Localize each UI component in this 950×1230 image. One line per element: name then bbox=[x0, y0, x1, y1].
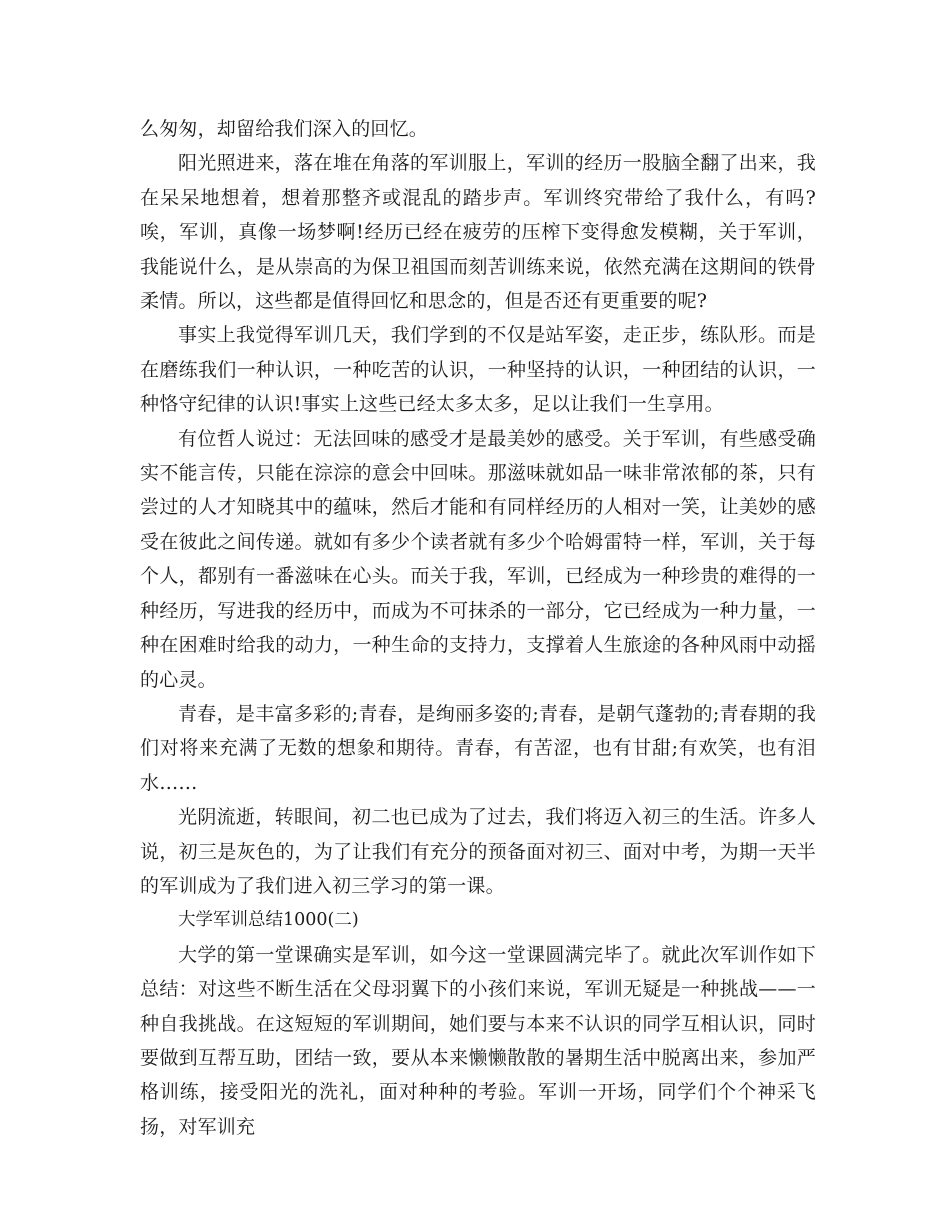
paragraph: 青春，是丰富多彩的;青春，是绚丽多姿的;青春，是朝气蓬勃的;青春期的我们对将来充满了无数的想象和期待。青春，有苦涩，也有甘甜;有欢笑，也有泪水…… bbox=[140, 702, 816, 794]
paragraph: 事实上我觉得军训几天，我们学到的不仅是站军姿，走正步，练队形。而是在磨练我们一种认识，一种吃苦的认识，一种坚持的认识，一种团结的认识，一种恪守纪律的认识!事实上这些已经太多太多，足以让我们一生享用。 bbox=[140, 324, 816, 416]
paragraph: 阳光照进来，落在堆在角落的军训服上，军训的经历一股脑全翻了出来，我在呆呆地想着，想着那整齐或混乱的踏步声。军训终究带给了我什么，有吗?唉，军训，真像一场梦啊!经历已经在疲劳的压榨下变得愈发模糊，关于军训，我能说什么，是从崇高的为保卫祖国而刻苦训练来说，依然充满在这期间的铁骨柔情。所以，这些都是值得回忆和思念的，但是否还有更重要的呢? bbox=[140, 152, 816, 313]
document-page bbox=[140, 112, 816, 1144]
section-heading: 大学军训总结1000(二) bbox=[178, 910, 359, 931]
paragraph: 有位哲人说过：无法回味的感受才是最美妙的感受。关于军训，有些感受确实不能言传，只能在淙淙的意会中回味。那滋味就如品一味非常浓郁的茶，只有尝过的人才知晓其中的蕴味，然后才能和有同样经历的人相对一笑，让美妙的感受在彼此之间传递。就如有多少个读者就有多少个哈姆雷特一样，军训，关于每个人，都别有一番滋味在心头。而关于我，军训，已经成为一种珍贵的难得的一种经历，写进我的经历中，而成为不可抹杀的一部分，它已经成为一种力量，一种在困难时给我的动力，一种生命的支持力，支撑着人生旅途的各种风雨中动摇的心灵。 bbox=[140, 427, 816, 691]
paragraph: 大学的第一堂课确实是军训，如今这一堂课圆满完毕了。就此次军训作如下总结：对这些不断生活在父母羽翼下的小孩们来说，军训无疑是一种挑战——一种自我挑战。在这短短的军训期间，她们要与本来不认识的同学互相认识，同时要做到互帮互助，团结一致，要从本来懒懒散散的暑期生活中脱离出来，参加严格训练，接受阳光的洗礼，面对种种的考验。军训一开场，同学们个个神采飞扬，对军训充 bbox=[140, 943, 816, 1138]
paragraph: 光阴流逝，转眼间，初二也已成为了过去，我们将迈入初三的生活。许多人说，初三是灰色的，为了让我们有充分的预备面对初三、面对中考，为期一天半的军训成为了我们进入初三学习的第一课。 bbox=[140, 806, 816, 897]
paragraph: 么匆匆，却留给我们深入的回忆。 bbox=[140, 118, 429, 140]
